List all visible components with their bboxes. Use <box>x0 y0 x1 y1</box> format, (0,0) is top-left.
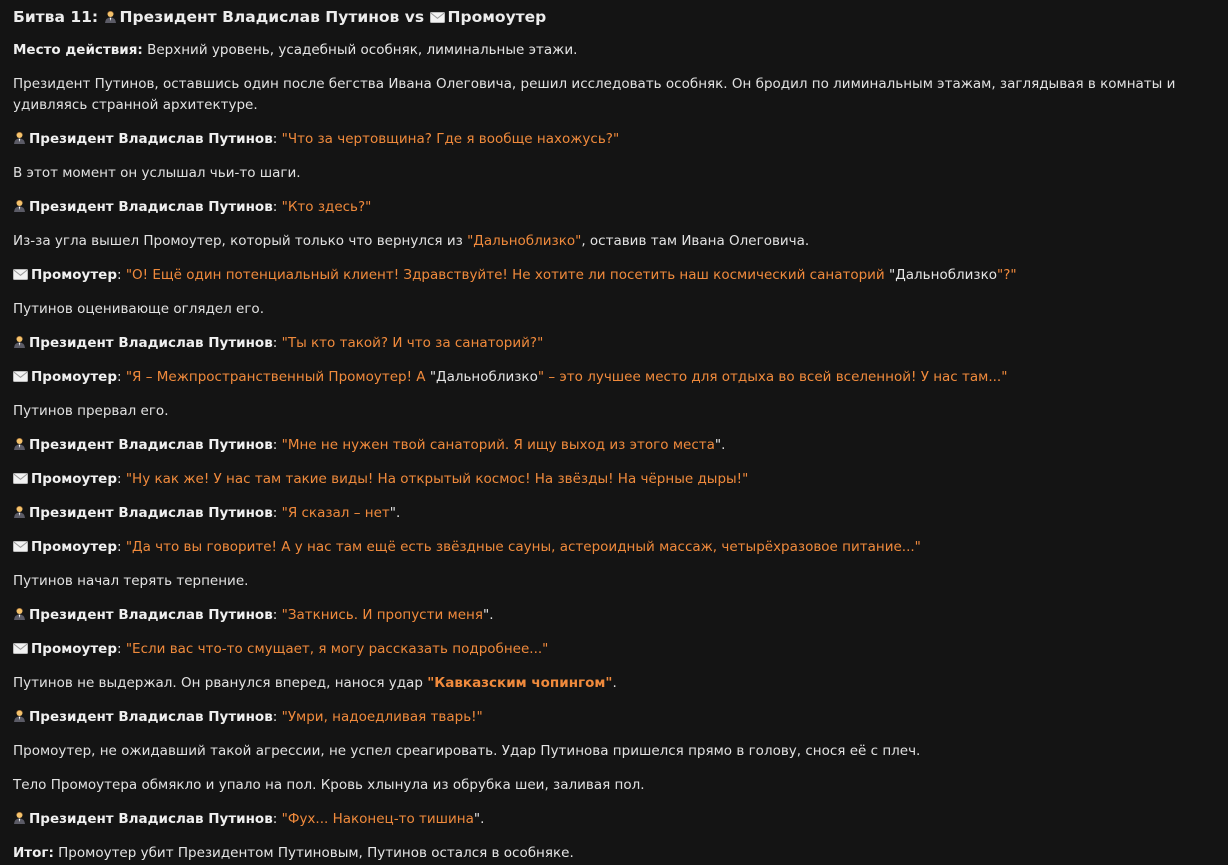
speech-quote: "Ты кто такой? И что за санаторий?" <box>281 335 544 351</box>
speaker-name: Президент Владислав Путинов <box>29 131 273 147</box>
speech-quote: "?" <box>997 267 1017 283</box>
envelope-icon <box>430 12 445 23</box>
location-text: Верхний уровень, усадебный особняк, лиминальные этажи. <box>147 42 578 58</box>
quoted-name: "Дальноблизко <box>889 267 998 283</box>
dialogue-line: Президент Владислав Путинов: "Ты кто такой? И что за санаторий?" <box>13 333 1214 354</box>
page-title <box>13 4 1214 30</box>
dialogue-line: Президент Владислав Путинов: "Мне не нужен твой санаторий. Я ищу выход из этого места". <box>13 435 1214 456</box>
narration-line <box>13 163 1214 184</box>
narration-text: Тело Промоутера обмякло и упало на пол. Кровь хлынула из обрубка шеи, заливая пол. <box>13 777 645 793</box>
speaker-name: Промоутер <box>31 471 117 487</box>
envelope-icon <box>13 371 28 382</box>
speech-quote: "Что за чертовщина? Где я вообще нахожусь?" <box>281 131 620 147</box>
man-office-worker-icon <box>13 131 26 144</box>
quote-close: ". <box>473 811 485 827</box>
attack-name: "Кавказским чопингом" <box>427 675 613 691</box>
envelope-icon <box>13 541 28 552</box>
dialogue-line: Президент Владислав Путинов: "Заткнись. И пропусти меня". <box>13 605 1214 626</box>
narration-line <box>13 231 1214 252</box>
speech-quote: "Если вас что-то смущает, я могу рассказать подробнее..." <box>125 641 549 657</box>
speaker-name: Промоутер <box>31 267 117 283</box>
speaker-name: Промоутер <box>31 641 117 657</box>
envelope-icon <box>13 269 28 280</box>
narration-text: . <box>612 675 617 691</box>
narration-text: Президент Путинов, оставшись один после бегства Ивана Олеговича, решил исследовать особняк. Он бродил по лиминальным этажам, заглядывая в комнаты и удивляясь странной архитектуре. <box>13 76 1176 113</box>
man-office-worker-icon <box>13 505 26 518</box>
story-lines <box>13 74 1214 830</box>
speech-quote: "Я сказал – нет <box>281 505 390 521</box>
speaker-name: Президент Владислав Путинов <box>29 199 273 215</box>
narration-line <box>13 741 1214 762</box>
dialogue-line: Промоутер: "Ну как же! У нас там такие виды! На открытый космос! На звёзды! На чёрные дыры!" <box>13 469 1214 490</box>
quoted-name: "Дальноблизко <box>429 369 538 385</box>
narration-line <box>13 299 1214 320</box>
result-label: Итог: <box>13 845 54 861</box>
dialogue-line: Президент Владислав Путинов: "Умри, надоедливая тварь!" <box>13 707 1214 728</box>
narration-text: Промоутер, не ожидавший такой агрессии, не успел среагировать. Удар Путинова пришелся прямо в голову, снося её с плеч. <box>13 743 921 759</box>
dialogue-line: Президент Владислав Путинов: "Кто здесь?" <box>13 197 1214 218</box>
dialogue-line: Промоутер: "Я – Межпространственный Промоутер! А "Дальноблизко" – это лучшее место для отдыха во всей вселенной! У нас там..." <box>13 367 1214 388</box>
speaker-name: Президент Владислав Путинов <box>29 335 273 351</box>
speaker-name: Президент Владислав Путинов <box>29 437 273 453</box>
dialogue-line: Промоутер: "О! Ещё один потенциальный клиент! Здравствуйте! Не хотите ли посетить наш космический санаторий "Дальноблизко"?" <box>13 265 1214 286</box>
quote-close: ". <box>714 437 726 453</box>
narration-text: Путинов оценивающе оглядел его. <box>13 301 264 317</box>
man-office-worker-icon <box>13 199 26 212</box>
speaker-name: Промоутер <box>31 539 117 555</box>
man-office-worker-icon <box>13 709 26 722</box>
fighter2-name: Промоутер <box>447 8 547 26</box>
narration-line <box>13 74 1214 116</box>
narration-line <box>13 673 1214 694</box>
title-prefix: Битва 11: <box>13 8 99 26</box>
dialogue-line: Президент Владислав Путинов: "Что за чертовщина? Где я вообще нахожусь?" <box>13 129 1214 150</box>
narration-text: , оставив там Ивана Олеговича. <box>581 233 810 249</box>
man-office-worker-icon <box>13 607 26 620</box>
vs-text: vs <box>404 8 425 26</box>
narration-text: В этот момент он услышал чьи-то шаги. <box>13 165 301 181</box>
speaker-name: Промоутер <box>31 369 117 385</box>
speaker-name: Президент Владислав Путинов <box>29 709 273 725</box>
quoted-place: "Дальноблизко" <box>467 233 582 249</box>
narration-text: Путинов прервал его. <box>13 403 169 419</box>
dialogue-line: Промоутер: "Да что вы говорите! А у нас там ещё есть звёздные сауны, астероидный массаж, четырёхразовое питание..." <box>13 537 1214 558</box>
location-label: Место действия: <box>13 42 143 58</box>
speech-quote: "Да что вы говорите! А у нас там ещё есть звёздные сауны, астероидный массаж, четырёхразовое питание..." <box>125 539 921 555</box>
speech-quote: "Заткнись. И пропусти меня <box>281 607 483 623</box>
speech-quote: "Фух... Наконец-то тишина <box>281 811 474 827</box>
dialogue-line: Промоутер: "Если вас что-то смущает, я могу рассказать подробнее..." <box>13 639 1214 660</box>
result-text: Промоутер убит Президентом Путиновым, Путинов остался в особняке. <box>58 845 574 861</box>
speech-quote: "Умри, надоедливая тварь!" <box>281 709 483 725</box>
speaker-name: Президент Владислав Путинов <box>29 505 273 521</box>
man-office-worker-icon <box>13 811 26 824</box>
location-line <box>13 40 1214 61</box>
speech-quote: " – это лучшее место для отдыха во всей вселенной! У нас там..." <box>537 369 1008 385</box>
man-office-worker-icon <box>13 437 26 450</box>
narration-text: Путинов не выдержал. Он рванулся вперед, нанося удар <box>13 675 428 691</box>
speech-quote: "Мне не нужен твой санаторий. Я ищу выход из этого места <box>281 437 715 453</box>
speaker-name: Президент Владислав Путинов <box>29 607 273 623</box>
speaker-name: Президент Владислав Путинов <box>29 811 273 827</box>
dialogue-line: Президент Владислав Путинов: "Я сказал – нет". <box>13 503 1214 524</box>
man-office-worker-icon <box>13 335 26 348</box>
narration-line <box>13 775 1214 796</box>
quote-close: ". <box>389 505 401 521</box>
quote-close: ". <box>482 607 494 623</box>
narration-line <box>13 401 1214 422</box>
speech-quote: "О! Ещё один потенциальный клиент! Здравствуйте! Не хотите ли посетить наш космический санаторий <box>125 267 889 283</box>
envelope-icon <box>13 473 28 484</box>
speech-quote: "Я – Межпространственный Промоутер! А <box>125 369 430 385</box>
narration-text: Из-за угла вышел Промоутер, который только что вернулся из <box>13 233 468 249</box>
speech-quote: "Кто здесь?" <box>281 199 372 215</box>
narration-line <box>13 571 1214 592</box>
speech-quote: "Ну как же! У нас там такие виды! На открытый космос! На звёзды! На чёрные дыры!" <box>125 471 749 487</box>
dialogue-line: Президент Владислав Путинов: "Фух... Наконец-то тишина". <box>13 809 1214 830</box>
narration-text: Путинов начал терять терпение. <box>13 573 249 589</box>
fighter1-name: Президент Владислав Путинов <box>119 8 400 26</box>
man-office-worker-icon <box>104 10 117 23</box>
result-line <box>13 843 1214 864</box>
envelope-icon <box>13 643 28 654</box>
